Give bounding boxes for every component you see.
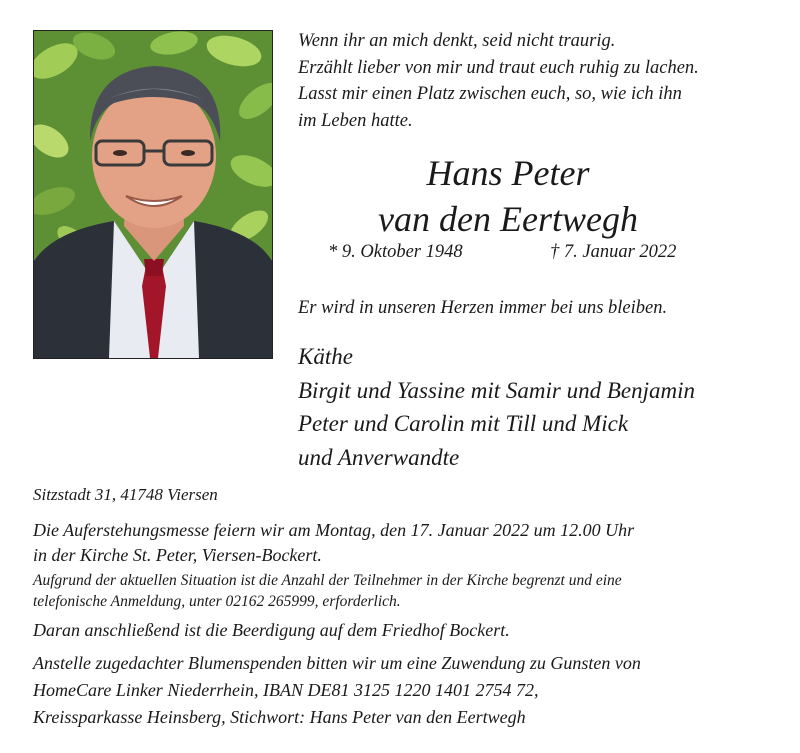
poem-line: Lasst mir einen Platz zwischen euch, so, wie ich ihn bbox=[298, 84, 682, 104]
service-line: in der Kirche St. Peter, Viersen-Bockert. bbox=[33, 545, 322, 565]
death-date: † 7. Januar 2022 bbox=[550, 242, 677, 262]
family-line: und Anverwandte bbox=[298, 444, 460, 470]
portrait-photo bbox=[33, 30, 273, 359]
donation-line: Kreissparkasse Heinsberg, Stichwort: Hans Peter van den Eertwegh bbox=[33, 707, 526, 727]
family-line: Birgit und Yassine mit Samir und Benjamin bbox=[298, 377, 695, 403]
poem-line: im Leben hatte. bbox=[298, 110, 413, 131]
poem-line: Erzählt lieber von mir und traut euch ruhig zu lachen. bbox=[298, 57, 699, 78]
name-line-2: van den Eertwegh bbox=[378, 199, 638, 239]
deceased-name bbox=[298, 150, 718, 242]
motto: Er wird in unseren Herzen immer bei uns bleiben. bbox=[298, 298, 668, 318]
family-line: Käthe bbox=[298, 344, 353, 369]
burial-line: Daran anschließend ist die Beerdigung auf dem Friedhof Bockert. bbox=[33, 620, 510, 640]
notice-line: telefonische Anmeldung, unter 02162 265999, erforderlich. bbox=[33, 593, 401, 610]
birth-date: * 9. Oktober 1948 bbox=[328, 242, 463, 262]
notice-line: Aufgrund der aktuellen Situation ist die Anzahl der Teilnehmer in der Kirche begrenzt und eine bbox=[33, 572, 622, 589]
family-line: Peter und Carolin mit Till und Mick bbox=[298, 411, 629, 436]
donation-line: Anstelle zugedachter Blumenspenden bitten wir um eine Zuwendung zu Gunsten von bbox=[33, 653, 641, 673]
service-line: Die Auferstehungsmesse feiern wir am Montag, den 17. Januar 2022 um 12.00 Uhr bbox=[33, 520, 635, 540]
poem bbox=[298, 28, 778, 134]
family-list bbox=[298, 340, 695, 474]
burial-info bbox=[33, 618, 783, 643]
notice-info bbox=[33, 570, 783, 612]
name-line-1: Hans Peter bbox=[426, 153, 590, 193]
poem-line: Wenn ihr an mich denkt, seid nicht traurig. bbox=[298, 31, 616, 51]
donation-line: HomeCare Linker Niederrhein, IBAN DE81 3125 1220 1401 2754 72, bbox=[33, 680, 539, 700]
donation-info bbox=[33, 650, 783, 731]
service-info bbox=[33, 518, 783, 568]
address: Sitzstadt 31, 41748 Viersen bbox=[33, 485, 218, 504]
